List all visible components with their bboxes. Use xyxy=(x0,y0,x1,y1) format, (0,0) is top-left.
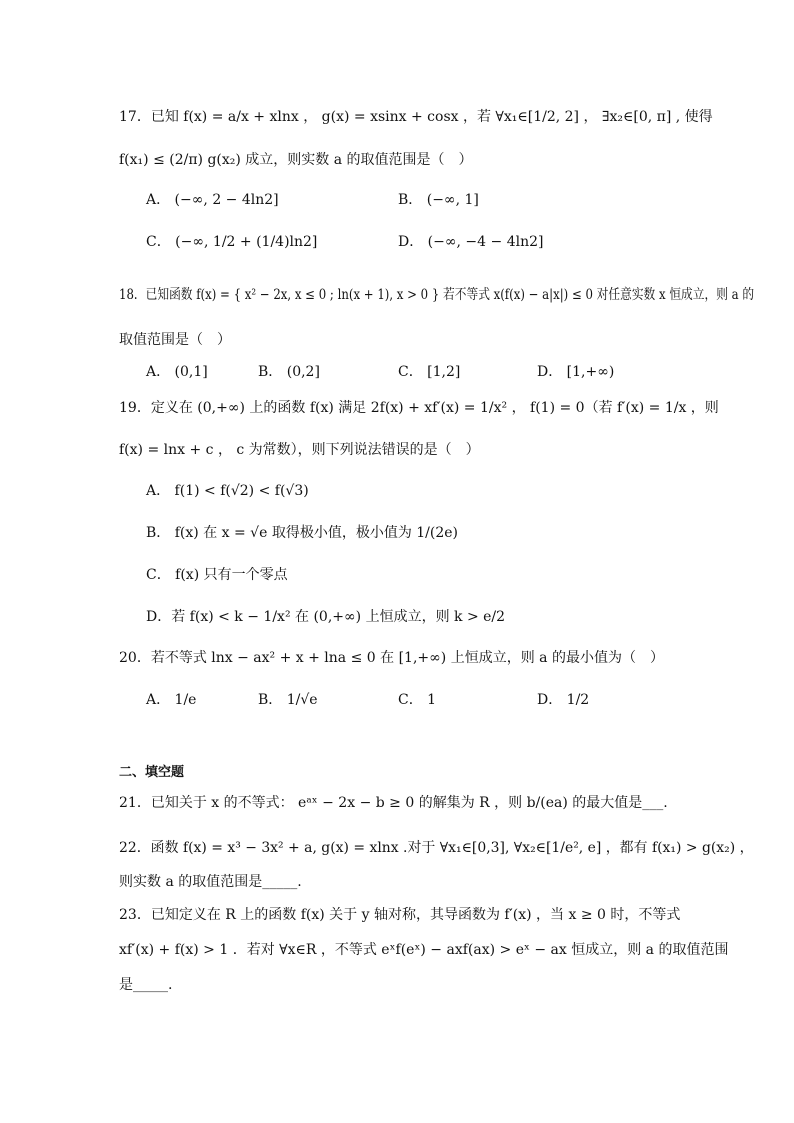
q17-option-a: A． (−∞, 2 − 4ln2] xyxy=(146,192,279,208)
section-title: 二、填空题 xyxy=(119,765,185,780)
q17-stem-line2: f(x₁) ≤ (2/π) g(x₂) 成立，则实数 a 的取值范围是（ ） xyxy=(119,152,473,168)
q20-option-a: A． 1/e xyxy=(146,692,197,708)
q20-option-c: C． 1 xyxy=(398,692,437,708)
q20-stem: 20．若不等式 lnx − ax² + x + lna ≤ 0 在 [1,+∞) 上恒成立，则 a 的最小值为（ ） xyxy=(119,650,664,666)
q21-stem: 21．已知关于 x 的不等式： eᵃˣ − 2x − b ≥ 0 的解集为 R ，则 b/(ea) 的最大值是___. xyxy=(119,795,668,811)
q23-stem-line3: 是_____. xyxy=(119,977,173,993)
q20-option-b: B． 1/√e xyxy=(258,692,318,708)
q18-stem-line1: 18．已知函数 f(x) = { x² − 2x, x ≤ 0 ; ln(x + 1), x > 0 } 若不等式 x(f(x) − a|x|) ≤ 0 对任意实数 x 恒成立，则 a 的 xyxy=(119,287,755,303)
q17-option-b: B． (−∞, 1] xyxy=(398,192,479,208)
q18-option-c: C． [1,2] xyxy=(398,364,461,380)
q23-stem-line2: xf′(x) + f(x) > 1 ．若对 ∀x∈R ，不等式 eˣf(eˣ) − axf(ax) > eˣ − ax 恒成立，则 a 的取值范围 xyxy=(119,942,729,958)
q22-stem-line1: 22．函数 f(x) = x³ − 3x² + a, g(x) = xlnx .对于 ∀x₁∈[0,3], ∀x₂∈[1/e², e] ，都有 f(x₁) > g(x₂) ， xyxy=(119,840,754,856)
q23-stem-line1: 23．已知定义在 R 上的函数 f(x) 关于 y 轴对称，其导函数为 f′(x) ，当 x ≥ 0 时，不等式 xyxy=(119,907,681,923)
q18-option-b: B． (0,2] xyxy=(258,364,320,380)
q19-option-c: C． f(x) 只有一个零点 xyxy=(146,567,288,583)
q17-stem-line1: 17．已知 f(x) = a/x + xlnx ， g(x) = xsinx + cosx ，若 ∀x₁∈[1/2, 2] ， ∃x₂∈[0, π] , 使得 xyxy=(119,109,713,125)
q19-option-d: D．若 f(x) < k − 1/x² 在 (0,+∞) 上恒成立，则 k > e/2 xyxy=(146,609,506,625)
q22-stem-line2: 则实数 a 的取值范围是_____. xyxy=(119,874,302,890)
q18-stem-line2: 取值范围是（ ） xyxy=(119,332,231,348)
q18-option-a: A． (0,1] xyxy=(146,364,208,380)
q19-option-b: B． f(x) 在 x = √e 取得极小值，极小值为 1/(2e) xyxy=(146,525,459,541)
q20-option-d: D． 1/2 xyxy=(537,692,590,708)
q17-option-c: C． (−∞, 1/2 + (1/4)ln2] xyxy=(146,234,318,250)
q18-option-d: D． [1,+∞) xyxy=(537,364,615,380)
q17-option-d: D． (−∞, −4 − 4ln2] xyxy=(398,234,544,250)
q19-stem-line2: f(x) = lnx + c ， c 为常数），则下列说法错误的是（ ） xyxy=(119,442,480,458)
q19-stem-line1: 19．定义在 (0,+∞) 上的函数 f(x) 满足 2f(x) + xf′(x) = 1/x² ， f(1) = 0（若 f′(x) = 1/x ，则 xyxy=(119,400,719,416)
q19-option-a: A． f(1) < f(√2) < f(√3) xyxy=(146,483,309,499)
